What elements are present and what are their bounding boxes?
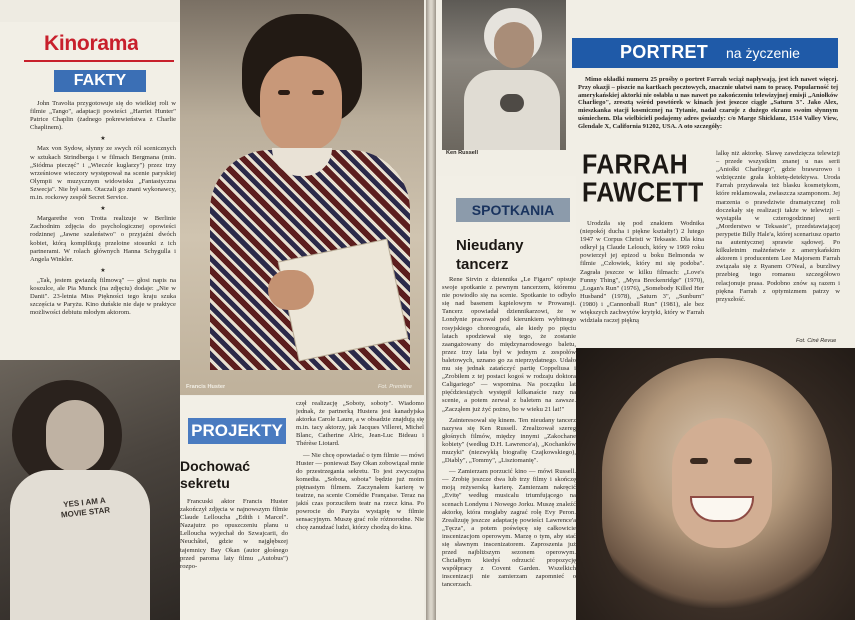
projekty-paragraph: częł realizację „Soboty, soboty". Wiadomo jednak, że partnerką Hustera jest kanadyjska aktorka Carole Laure, a w obsadzie znajdują się m.in. tacy aktorzy, jak Jacques Villeret, Michel Blanc, Catherine Alric, Jean-Luc Bideau i Thérèse Liotard. <box>296 400 424 448</box>
huster-eye-left <box>278 90 290 95</box>
farrah-name-line1: FARRAH <box>582 150 688 180</box>
huster-photo <box>180 0 424 395</box>
spotkania-label: SPOTKANIA <box>471 202 555 218</box>
huster-caption: Francis Huster <box>186 384 226 390</box>
projekty-section <box>180 396 424 620</box>
farrah-bio-paragraph: lalkę niż aktorkę. Sławę zawdzięcza telewizji – przede wszystkim znanej u nas serii „Aniołki Charliego", gdzie brawurowo i wdzięcznie grała kobietę-detektywa. Uroda Farrah przydawała też blasku kosmetykom, które reklamowała, zwłaszcza szamponom. Jej marzenia o prawdziwie dramatycznej roli doczekały się realizacji także w telewizji – wystąpiła w czterogodzinnej serii „Morderstwo w Teksasie", przedstawiającej perypetie Billy Hale'a, której scenariusz oparto na autentycznej sprawie sądowej. Po kilkuletnim małżeństwie z amerykańskim aktorem i producentem Lee Majorsem Farrah związała się z Ryanem O'Neal, a burzliwy przebieg tego romansu szczegółowo relacjonuje prasa. Podobno znów są razem i piękna Farrah z optymizmem patrzy w przyszłość. <box>716 150 840 303</box>
projekty-paragraph: Francuski aktor Francis Huster zakończył zdjęcia w najnowszym filmie Claude Lelloucha „Edith i Marcel". Nazajutrz po opuszczeniu planu u Lelloucha wyjechał do Szwajcarii, do Neuchâtel, gdzie w najgłębszej tajemnicy Bay Okan (autor głośnego przed paroma laty filmu „Autobus") rozpo- <box>180 498 288 570</box>
fakty-paragraph: Max von Sydow, słynny ze swych ról scenicznych w sztukach Strindberga i w filmach Bergmana (min. „Siódma pieczęć" i „Wieczór kuglarzy") przez trzy wrześniowe wieczory występował na scenie paryskiej Olympii w muzycznym widowisku „Fantastyczna Szwecja". Nie był sam. Otaczali go znani wykonawcy, m.in. rockowy zespół Secret Service. <box>30 145 176 202</box>
kinorama-underline <box>24 60 174 62</box>
spotkania-section <box>436 176 576 620</box>
farrah-bio-col1 <box>580 220 704 338</box>
pia-face <box>46 400 104 472</box>
farrah-eye-left <box>690 458 708 464</box>
pia-shirt-text: YES I AM A MOVIE STAR <box>60 495 111 520</box>
ken-shirt-logo <box>500 94 524 112</box>
huster-eye-right <box>312 90 324 95</box>
pia-shirt <box>10 470 150 620</box>
spotkania-paragraph: Zainteresował się kinem. Ten nieudany tancerz nazywa się Ken Russell. Zrealizował szereg głośnych filmów, między innymi „Zakochane kobiety" (według D.H. Lawrence'a), „Kochanków muzyki" (niezwykłą biografię Czajkowskiego), „Diably", „Tommy", „Lisztomanię". <box>442 416 576 465</box>
portret-subtitle: na życzenie <box>726 45 800 61</box>
projekty-paragraph: — Nie chcę opowiadać o tym filmie — mówi Huster — ponieważ Bay Okan zobowiązał mnie do przestrzegania sekretu. To jest zwyczajna komedia. „Sobota, sobota" będzie już moim piętnastym filmem. Zaczynałem karierę w teatrze, na scenie Comédie Française. Teraz na jakiś czas porzuciłem teatr na rzecz kina. Po powrocie do Paryża wystąpię w filmie sensacyjnym. Muszę grać role różnorodne. Nie chcę zanudzać ludzi, którzy chodzą do kina. <box>296 451 424 532</box>
spotkania-header <box>456 198 570 222</box>
projekty-label: PROJEKTY <box>191 421 283 440</box>
farrah-eye-right <box>734 458 752 464</box>
premiere-credit: Fot. Première <box>378 384 412 390</box>
farrah-name-line2: FAWCETT <box>582 178 704 208</box>
pia-munck-photo <box>0 360 180 620</box>
ken-face <box>494 22 534 68</box>
farrah-bio-col2 <box>716 150 840 338</box>
projekty-text-col2 <box>296 400 424 618</box>
fakty-header <box>54 70 146 92</box>
farrah-bio-paragraph: Urodziła się pod znakiem Wodnika (niepokój ducha i piękne kształty!) 2 lutego 1947 w Corpus Christi w Teksasie. Dla kina odkrył ją Claude Lelouch, który w 1969 roku powierzył jej epizod u boku Belmonda w filmie „Człowiek, który mi się podoba". Zagrała jeszcze w kilku filmach: „Love's Funny Thing", „Myra Breckenridge" (1970), „Logan's Run" (1976), „Somebody Killed Her Husband" (1978), „Saturn 3", „Sunburn" (1980) i „Cannonball Run" (1981), ale bez większych zachwytów krytyki, który w Farrah widziała raczej piękną <box>580 220 704 325</box>
projekty-header <box>188 418 286 444</box>
kinorama-column <box>0 22 185 367</box>
ken-russell-photo <box>442 0 566 150</box>
spotkania-paragraph: Rene Sirvin z dziennika „Le Figaro" opisuje swoje spotkanie z pewnym tancerzem, któremu nie powiodło się na scenie. Spotkanie to odbyło się nad basenem kąpielowym w Prowansji. Tancerz opowiadał dziennikarzowi, że w Londynie pracował pod kierunkiem wybitnego rosyjskiego choreografa, ale kiedy po pięciu latach spodziewał się tego, że zostanie zaangażowany do międzynarodowego baletu, przez trzy lata był w jednym z zespołów baletowych, uznano go za nieprzydatnego. Udało mu się jednak zatańczyć partię Coppeliusa i „Zrobiłem z tej postaci kogoś w rodzaju doktora Caligariego" — wspomina. Na początku lat pięćdziesiątych występił kilkanaście razy na scenie, a potem zerwał z baletem na zawsze. „Zacząłem już żyć pożno, bo w wieku 21 lat!" <box>442 276 576 413</box>
star-divider: ★ <box>100 136 106 143</box>
huster-hand <box>268 270 314 310</box>
spotkania-text <box>442 276 576 616</box>
fakty-paragraph: „Tak, jestem gwiazdą filmową" — głosi napis na koszulce, ale Pia Munck (na zdjęciu) dodaje: „Nie w Danii". 23-letnia Miss Piękności tego kraju szuka szczęścia w Paryżu. Kino duńskie nie daje w praktyce możliwości debiutu młodym aktorom. <box>30 276 176 317</box>
farrah-fawcett-photo <box>576 348 855 620</box>
portret-header <box>572 38 838 68</box>
portret-title: PORTRET <box>620 42 709 62</box>
page-gutter <box>426 0 436 620</box>
star-divider: ★ <box>100 267 106 274</box>
fakty-paragraph: Margarethe von Trotta realizuje w Berlinie Zachodnim zdjęcia do psychologicznej opowieści rodzinnej „Jawne szaleństwo" o przyjaźni dwóch kobiet, którą komplikują przelotne stosunki z ich partnerami. W rolach głównych Hanna Schygulla i Angela Winkler. <box>30 215 176 263</box>
ken-caption: Ken Russell <box>446 150 479 156</box>
fakty-paragraph: John Travolta przygotowuje się do wielkiej roli w filmie „Tango", adaptacji powieści „Harriet Hunter" Patrice Chaplin (żadnego pokrewieństwa z Charlie Chaplinem). <box>30 100 176 132</box>
portret-intro-text: Mimo okładki numeru 25 prośby o portret Farrah wciąż napływają, jest ich nawet więcej. Przy okazji – piszcie na kartkach pocztowych, znacznie ułatwi nam to pracę. Popularność tej amerykańskiej aktorki nie osłabła u nas nawet po zakończeniu telewizyjnej emisji „Aniołków Charliego", zresztą wśród powtórek w kinach jest jeszcze ciągle „Saturn 3". Jako Alex, mieszkanka stacji kosmicznej na Tytanie, nadał czaruje z dużego ekranu swoim słynnym uśmiechem. Dla wielbicieli podajemy adres gwiazdy: c/o Marge Shicklanz, 1514 Valley View, Glendale X, California 91202, USA. A oto szczegóły: <box>578 76 838 130</box>
farrah-face <box>672 418 772 548</box>
fakty-label: FAKTY <box>73 72 127 89</box>
portret-intro <box>578 76 838 148</box>
huster-face <box>260 56 342 152</box>
star-divider: ★ <box>100 206 106 213</box>
projekty-headline: Dochować sekretu <box>180 458 251 491</box>
spotkania-paragraph: — Zamierzam porzucić kino — mówi Russell. — Zrobię jeszcze dwa lub trzy filmy i skończę moją reżyserską karierę. Zamierzam nakręcić „Evitę" według musicalu triumfującego na scenach Londynu i Nowego Jorku. Muszę znaleźć aktorkę, która mogłaby zagrać rolę Evy Peron. Zrealizuję jeszcze adaptację powieści Lawrence'a „Tęcza", a potem poświęcę się całkowicie inscenizacjom operowym. Marzę o tym, aby stać się sławnym inscenizatorem. Zaproszenia już przed najbliższym sezonem operowym. Chciałbym kiedyś odrzucić propozycję współpracy z Covent Garden. Wszelkich inscenizacji nie zamierzam zapomnieć o tancerzach. <box>442 468 576 589</box>
projekty-text-col1 <box>180 498 288 618</box>
fakty-text <box>30 100 176 362</box>
cine-revue-credit: Fot. Ciné Revue <box>796 338 837 344</box>
spotkania-headline: Nieudany tancerz <box>456 237 524 273</box>
kinorama-title: Kinorama <box>44 32 139 55</box>
